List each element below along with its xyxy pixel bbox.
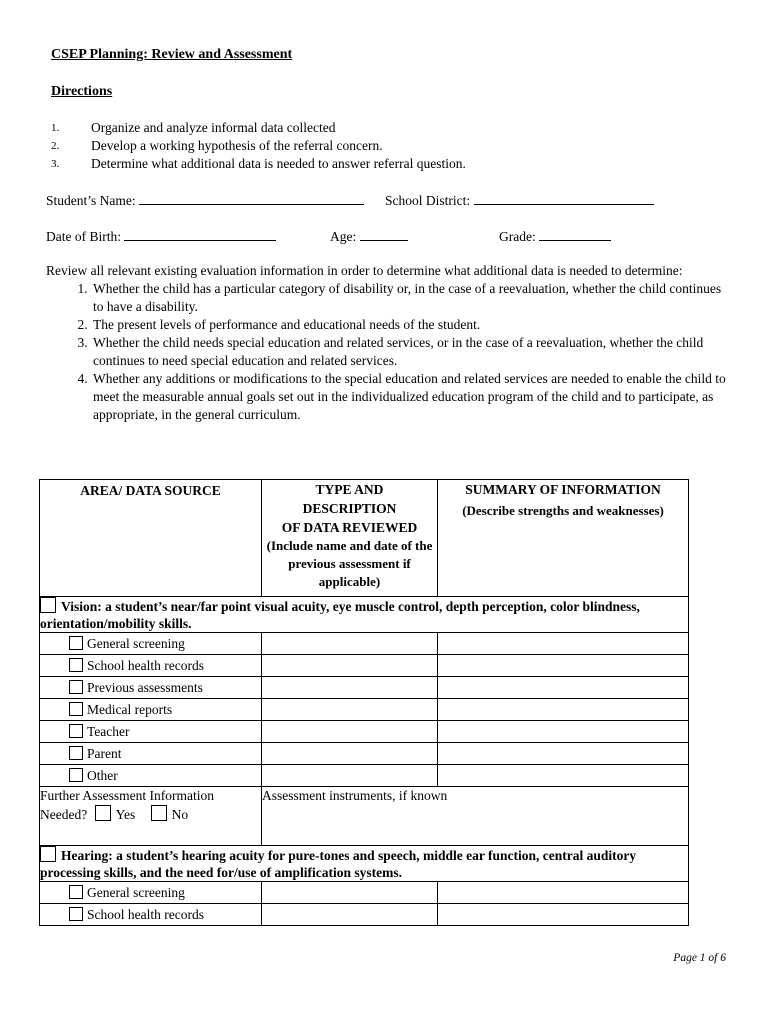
age-field[interactable]: Age: xyxy=(330,228,408,245)
col-area-header: AREA/ DATA SOURCE xyxy=(40,480,262,597)
checkbox[interactable] xyxy=(69,702,83,716)
checkbox[interactable] xyxy=(69,746,83,760)
list-item: 1. Organize and analyze informal data collected xyxy=(51,120,336,135)
table-row: School health records xyxy=(40,655,689,677)
list-item: 2. The present levels of performance and educational needs of the student. xyxy=(91,316,726,334)
list-item: 4. Whether any additions or modifications to the special education and related services are needed to enable the child to meet the measurable annual goals set out in the individualized education program of the child and to participate, as appropriate, in the general curriculum. xyxy=(91,370,726,424)
yes-checkbox[interactable] xyxy=(95,805,111,821)
vision-checkbox[interactable] xyxy=(40,597,56,613)
table-row: Previous assessments xyxy=(40,677,689,699)
hearing-checkbox[interactable] xyxy=(40,846,56,862)
list-item: 1. Whether the child has a particular category of disability or, in the case of a reevaluation, whether the child continues to have a disability. xyxy=(91,280,726,316)
dob-field[interactable]: Date of Birth: xyxy=(46,228,276,245)
instruments-cell[interactable]: Assessment instruments, if known xyxy=(262,787,689,846)
table-row: Medical reports xyxy=(40,699,689,721)
checkbox[interactable] xyxy=(69,680,83,694)
table-row: School health records xyxy=(40,904,689,926)
school-district-field[interactable]: School District: xyxy=(385,192,654,209)
table-row: General screening xyxy=(40,882,689,904)
list-item: 3. Determine what additional data is needed to answer referral question. xyxy=(51,156,466,171)
grade-blank[interactable] xyxy=(539,228,611,241)
assessment-table xyxy=(39,479,689,926)
hearing-section-row: Hearing: a student’s hearing acuity for pure-tones and speech, middle ear function, central auditory processing skills, and the need for/use of amplification systems. xyxy=(40,846,689,882)
table-row: Parent xyxy=(40,743,689,765)
vision-section-row: Vision: a student’s near/far point visual acuity, eye muscle control, depth perception, color blindness, orientation/mobility skills. xyxy=(40,597,689,633)
col-summary-header: SUMMARY OF INFORMATION (Describe strengths and weaknesses) xyxy=(438,480,689,597)
review-list xyxy=(46,280,726,424)
student-name-field[interactable]: Student’s Name: xyxy=(46,192,364,209)
checkbox[interactable] xyxy=(69,724,83,738)
table-header-row xyxy=(40,480,689,597)
age-blank[interactable] xyxy=(360,228,408,241)
no-checkbox[interactable] xyxy=(151,805,167,821)
page-title: CSEP Planning: Review and Assessment xyxy=(51,47,293,62)
checkbox[interactable] xyxy=(69,768,83,782)
review-block xyxy=(46,262,726,424)
checkbox[interactable] xyxy=(69,907,83,921)
grade-field[interactable]: Grade: xyxy=(499,228,611,245)
checkbox[interactable] xyxy=(69,636,83,650)
list-item: 2. Develop a working hypothesis of the referral concern. xyxy=(51,138,383,153)
directions-list xyxy=(51,120,466,174)
further-assessment-row: Further Assessment Information Needed? Yes No Assessment instruments, if known xyxy=(40,787,689,846)
checkbox[interactable] xyxy=(69,658,83,672)
directions-heading: Directions xyxy=(51,84,113,99)
review-intro: Review all relevant existing evaluation information in order to determine what additional data is needed to determine: xyxy=(46,263,683,278)
list-item: 3. Whether the child needs special education and related services, or in the case of a reevaluation, whether the child continues to need special education and related services. xyxy=(91,334,726,370)
dob-blank[interactable] xyxy=(124,228,276,241)
school-district-blank[interactable] xyxy=(474,192,654,205)
checkbox[interactable] xyxy=(69,885,83,899)
table-row: Teacher xyxy=(40,721,689,743)
table-row: Other xyxy=(40,765,689,787)
table-row: General screening xyxy=(40,633,689,655)
col-type-header: TYPE AND DESCRIPTION OF DATA REVIEWED (Include name and date of the previous assessment if applicable) xyxy=(262,480,438,597)
student-name-blank[interactable] xyxy=(139,192,364,205)
page-number: Page 1 of 6 xyxy=(673,952,726,964)
